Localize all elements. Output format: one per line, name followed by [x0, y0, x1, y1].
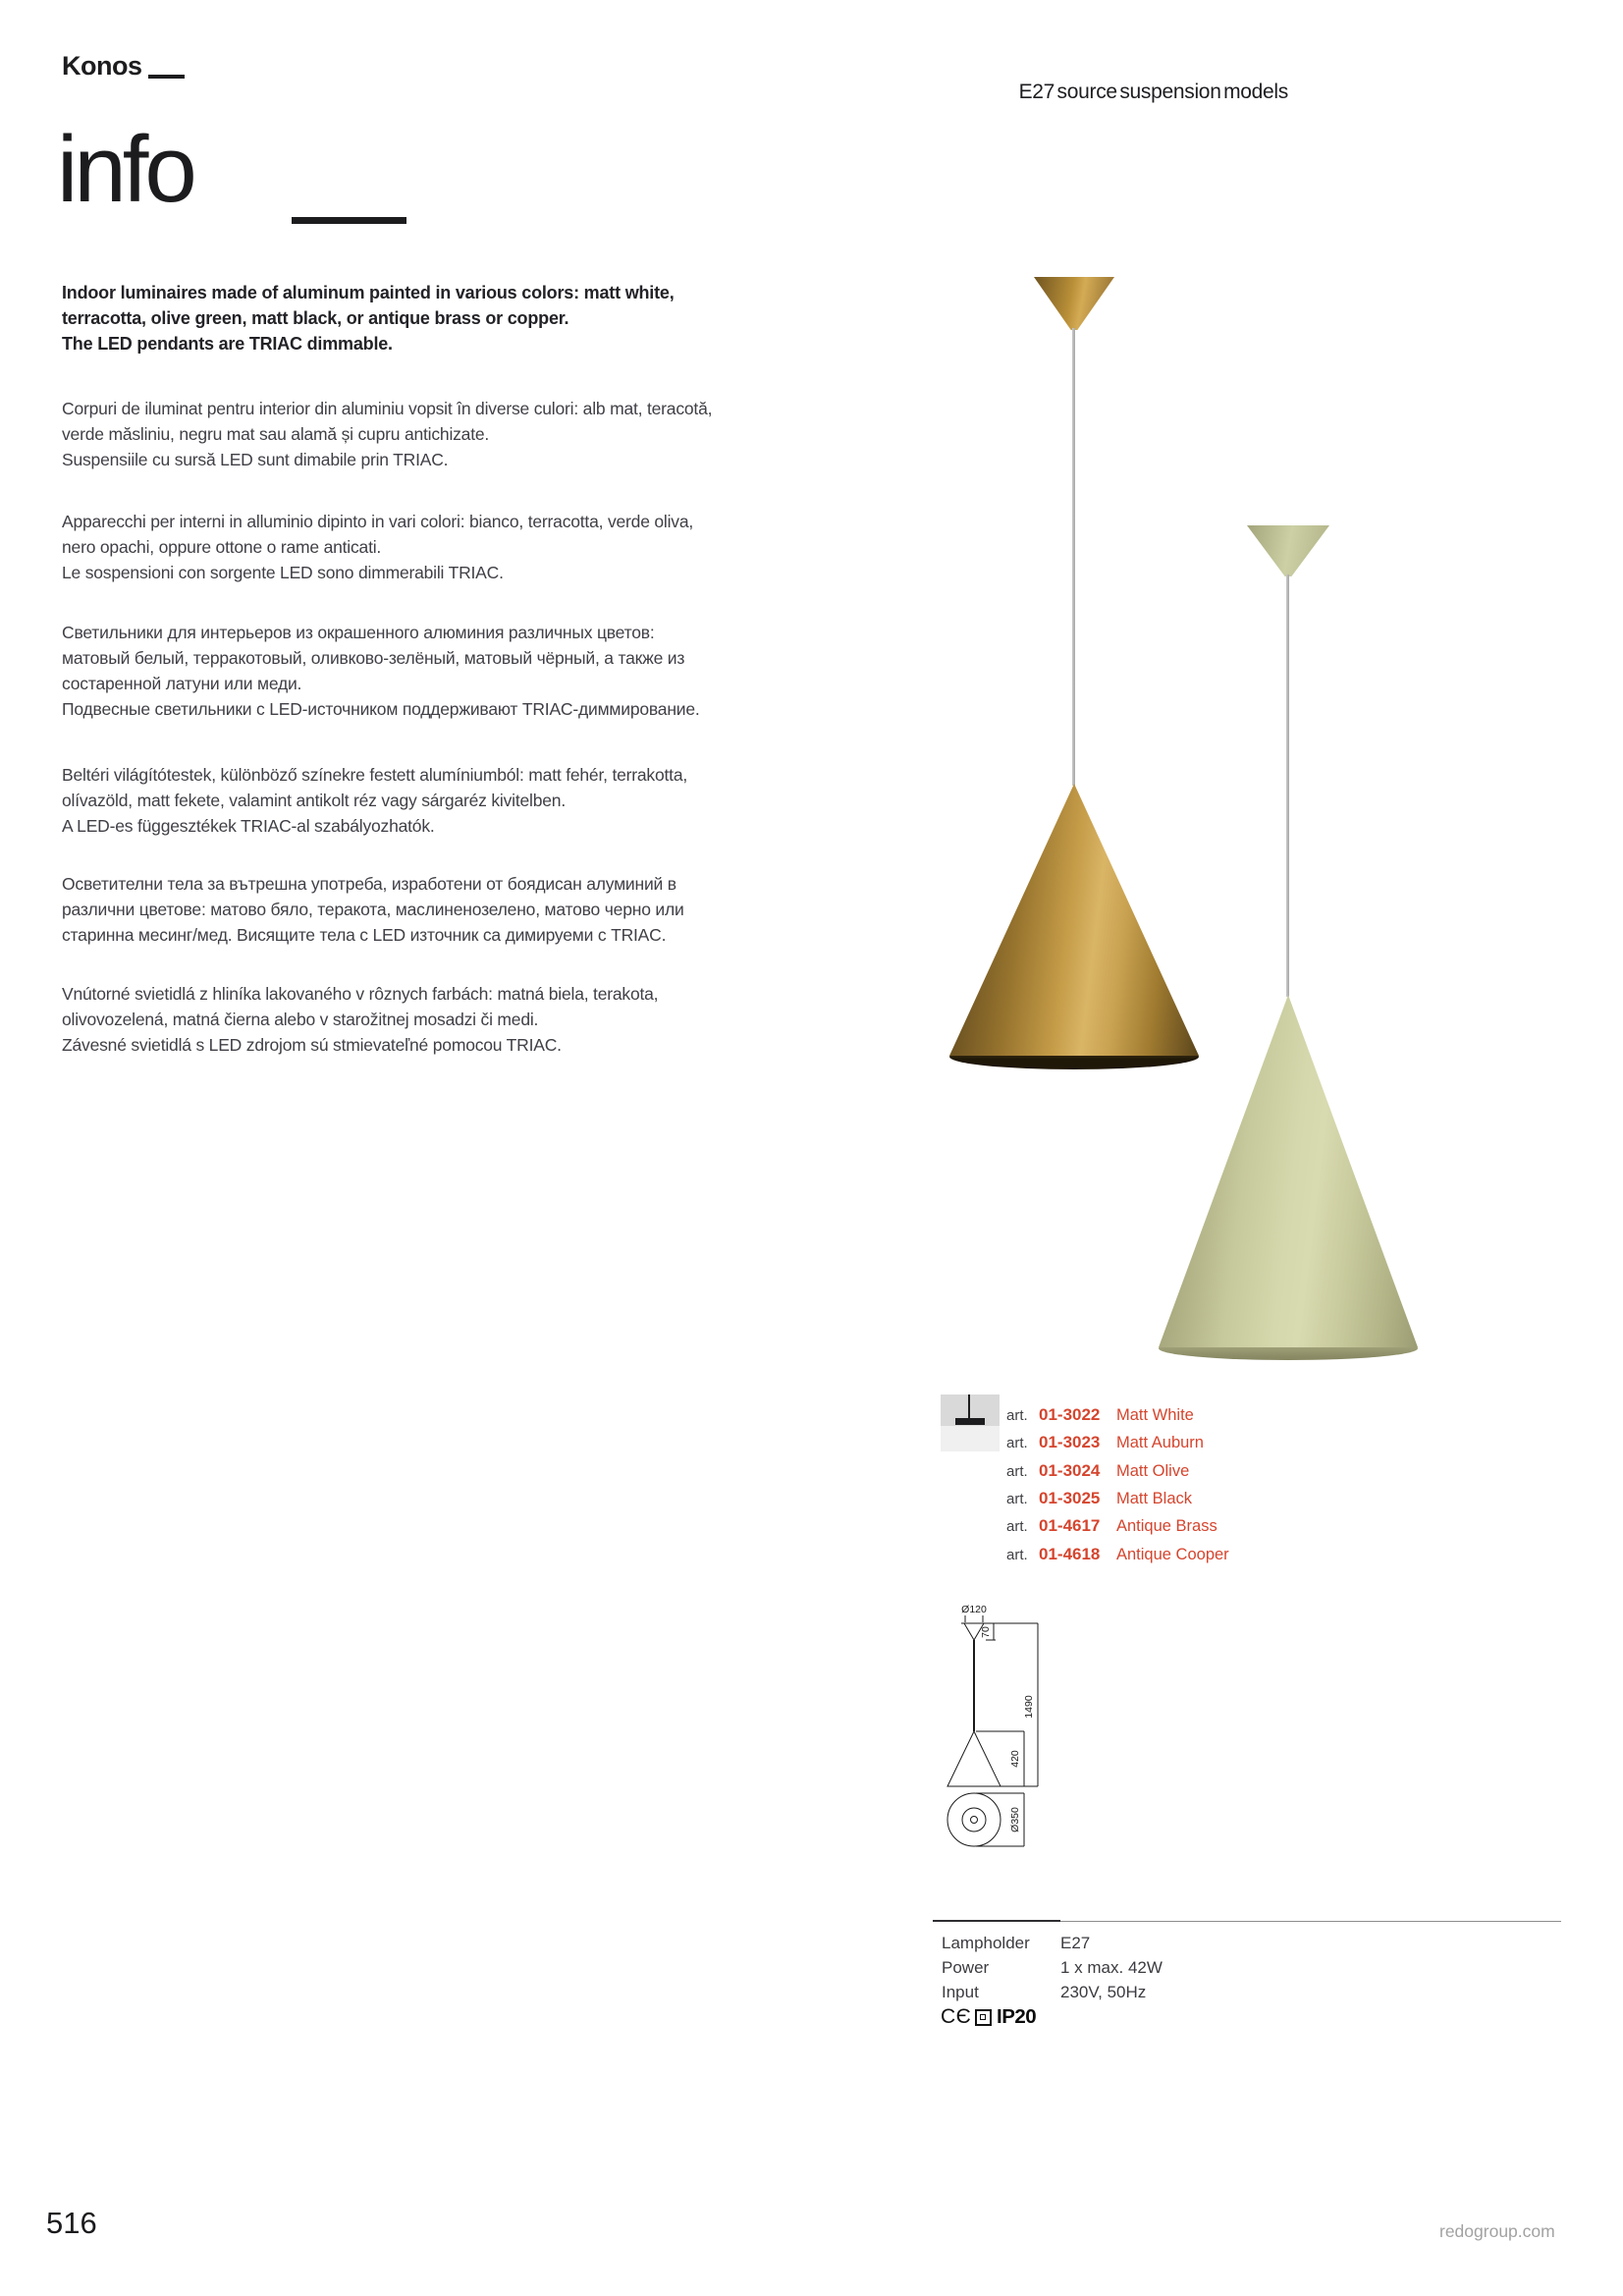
text-line: Apparecchi per interni in alluminio dipinto in vari colori: bianco, terracotta, verde oliva, [62, 512, 694, 531]
page-title: info [57, 117, 193, 222]
text-line: olivovozelená, matná čierna alebo v starožitnej mosadzi či medi. [62, 1010, 539, 1029]
art-label: art. [1006, 1435, 1028, 1451]
spec-row-power [942, 1957, 1452, 1979]
spec-row-lampholder [942, 1933, 1452, 1954]
text-line: различни цветове: матово бяло, теракота, маслиненозелено, матово черно или [62, 900, 684, 919]
text-line: verde măsliniu, negru mat sau alamă și cupru antichizate. [62, 424, 490, 444]
text-line: Indoor luminaires made of aluminum painted in various colors: matt white, [62, 283, 675, 302]
description-it [62, 509, 693, 585]
title-underscore [292, 217, 406, 224]
art-code: 01-3022 [1039, 1405, 1101, 1424]
spec-value: E27 [1060, 1934, 1091, 1952]
text-line: Vnútorné svietidlá z hliníka lakovaného v rôznych farbách: matná biela, terakota, [62, 984, 659, 1004]
art-name: Matt Olive [1116, 1462, 1190, 1480]
art-label: art. [1006, 1518, 1028, 1535]
art-code: 01-3024 [1039, 1461, 1101, 1480]
olive-cable [1286, 574, 1289, 997]
article-row [1006, 1433, 1204, 1452]
spec-value: 1 x max. 42W [1060, 1958, 1163, 1977]
text-line: nero opachi, oppure ottone o rame anticati. [62, 537, 382, 557]
text-line: Beltéri világítótestek, különböző színekre festett alumíniumból: matt fehér, terrakotta, [62, 765, 688, 785]
article-row [1006, 1489, 1192, 1508]
spec-label: Power [942, 1958, 990, 1977]
text-line: Светильники для интерьеров из окрашенного алюминия различных цветов: [62, 623, 655, 642]
dim-canopy-height: 70 [980, 1626, 992, 1638]
section-header: E27 source suspension models [1018, 81, 1288, 103]
description-bg [62, 871, 684, 948]
art-label: art. [1006, 1463, 1028, 1480]
art-name: Antique Cooper [1116, 1546, 1229, 1563]
class-ii-icon [975, 2009, 992, 2026]
description-ro [62, 396, 712, 472]
art-name: Matt Black [1116, 1490, 1193, 1507]
pendant-icon [968, 1394, 970, 1420]
description-hu [62, 762, 687, 839]
text-line: Le sospensioni con sorgente LED sono dimmerabili TRIAC. [62, 563, 504, 582]
article-row [1006, 1461, 1189, 1481]
text-line: Corpuri de iluminat pentru interior din aluminiu vopsit în diverse culori: alb mat, teracotă, [62, 399, 713, 418]
text-line: Подвесные светильники с LED-источником поддерживают TRIAC-диммирование. [62, 699, 700, 719]
spec-label: Lampholder [942, 1934, 1030, 1952]
description-sk [62, 981, 658, 1058]
article-row [1006, 1405, 1194, 1425]
pendant-thumbnail [941, 1394, 1000, 1451]
text-line: состаренной латуни или меди. [62, 674, 302, 693]
art-label: art. [1006, 1491, 1028, 1507]
olive-shade [1159, 995, 1418, 1347]
brand-underscore [148, 75, 185, 79]
dim-canopy-diameter: Ø120 [961, 1604, 987, 1615]
art-label: art. [1006, 1547, 1028, 1563]
article-row [1006, 1545, 1229, 1564]
brand [62, 51, 185, 81]
text-line: terracotta, olive green, matt black, or antique brass or copper. [62, 308, 569, 328]
spec-label: Input [942, 1983, 979, 2001]
spec-divider-accent [933, 1920, 1060, 1922]
art-name: Matt Auburn [1116, 1434, 1204, 1451]
art-code: 01-4617 [1039, 1516, 1101, 1535]
art-label: art. [1006, 1407, 1028, 1424]
brass-cable [1072, 328, 1075, 786]
text-line: The LED pendants are TRIAC dimmable. [62, 334, 393, 354]
text-line: старинна месинг/мед. Висящите тела с LED източник са димируеми с TRIAC. [62, 925, 667, 945]
page-number: 516 [46, 2206, 97, 2240]
text-line: Осветителни тела за вътрешна употреба, изработени от боядисан алуминий в [62, 874, 676, 894]
spec-value: 230V, 50Hz [1060, 1983, 1147, 2001]
text-line: olívazöld, matt fekete, valamint antikolt réz vagy sárgaréz kivitelben. [62, 791, 566, 810]
brass-canopy [1034, 277, 1114, 330]
dim-total-height: 1490 [1023, 1695, 1035, 1719]
description-en [62, 280, 675, 356]
olive-canopy [1247, 525, 1329, 576]
text-line: Suspensiile cu sursă LED sunt dimabile prin TRIAC. [62, 450, 449, 469]
art-name: Matt White [1116, 1406, 1194, 1424]
class-ii-inner-square [980, 2014, 986, 2020]
art-code: 01-4618 [1039, 1545, 1101, 1563]
pendant-icon-shade [955, 1418, 985, 1425]
art-code: 01-3025 [1039, 1489, 1101, 1507]
article-row [1006, 1516, 1217, 1536]
ip-rating: IP20 [997, 2005, 1037, 2028]
brand-name: Konos [62, 51, 142, 81]
text-line: Závesné svietidlá s LED zdrojom sú stmievateľné pomocou TRIAC. [62, 1035, 562, 1055]
description-ru [62, 620, 700, 722]
art-name: Antique Brass [1116, 1517, 1217, 1535]
dim-shade-diameter: Ø350 [1009, 1807, 1021, 1832]
art-code: 01-3023 [1039, 1433, 1101, 1451]
brass-shade [949, 784, 1199, 1056]
ce-icon: CЄ [941, 2005, 972, 2028]
dimension-drawing [931, 1599, 1049, 1864]
dim-shade-height: 420 [1009, 1750, 1021, 1768]
spec-row-input [942, 1982, 1452, 2003]
website-link: redogroup.com [1439, 2221, 1555, 2241]
text-line: матовый белый, терракотовый, оливково-зелёный, матовый чёрный, а также из [62, 648, 685, 668]
text-line: A LED-es függesztékek TRIAC-al szabályozhatók. [62, 816, 435, 836]
